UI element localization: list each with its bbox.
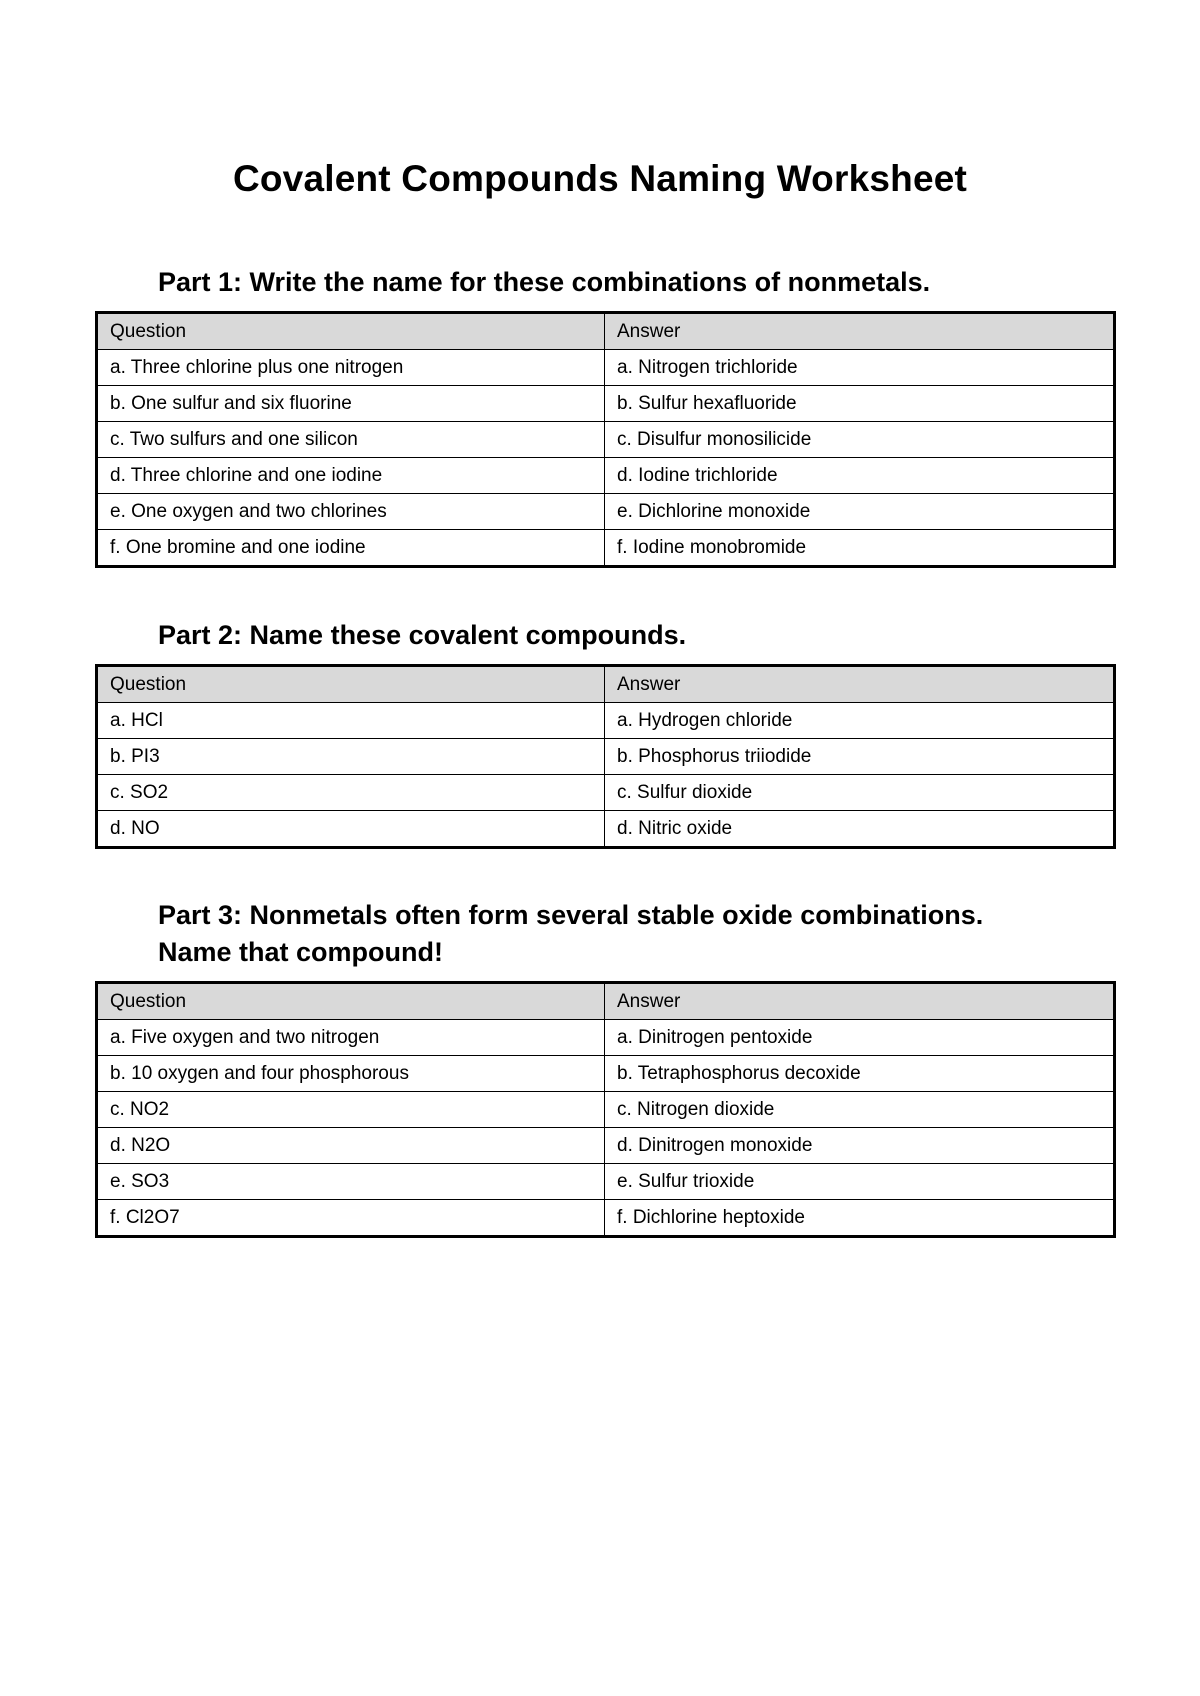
question-cell: d. NO [97, 811, 605, 848]
table-row [97, 775, 1115, 811]
question-cell: e. One oxygen and two chlorines [97, 494, 605, 530]
question-cell: d. Three chlorine and one iodine [97, 458, 605, 494]
answer-cell: e. Sulfur trioxide [605, 1164, 1115, 1200]
answer-cell: d. Nitric oxide [605, 811, 1115, 848]
table-row [97, 811, 1115, 848]
answer-column-header: Answer [605, 983, 1115, 1020]
table-header-row [97, 983, 1115, 1020]
question-cell: b. One sulfur and six fluorine [97, 386, 605, 422]
part-3-heading-line-1: Part 3: Nonmetals often form several stable oxide combinations. [158, 900, 984, 930]
answer-cell: f. Iodine monobromide [605, 530, 1115, 567]
table-row [97, 703, 1115, 739]
question-cell: a. Five oxygen and two nitrogen [97, 1020, 605, 1056]
part-1-table [95, 311, 1116, 568]
question-cell: d. N2O [97, 1128, 605, 1164]
question-column-header: Question [97, 666, 605, 703]
answer-cell: c. Disulfur monosilicide [605, 422, 1115, 458]
answer-cell: a. Dinitrogen pentoxide [605, 1020, 1115, 1056]
answer-column-header: Answer [605, 313, 1115, 350]
table-row [97, 494, 1115, 530]
question-cell: b. 10 oxygen and four phosphorous [97, 1056, 605, 1092]
question-cell: c. NO2 [97, 1092, 605, 1128]
question-cell: f. One bromine and one iodine [97, 530, 605, 567]
table-row [97, 350, 1115, 386]
answer-cell: e. Dichlorine monoxide [605, 494, 1115, 530]
part-3-heading-line-2: Name that compound! [158, 937, 444, 967]
table-row [97, 386, 1115, 422]
answer-column-header: Answer [605, 666, 1115, 703]
question-cell: c. Two sulfurs and one silicon [97, 422, 605, 458]
table-header-row [97, 666, 1115, 703]
answer-cell: b. Sulfur hexafluoride [605, 386, 1115, 422]
answer-cell: f. Dichlorine heptoxide [605, 1200, 1115, 1237]
answer-cell: b. Tetraphosphorus decoxide [605, 1056, 1115, 1092]
question-cell: b. PI3 [97, 739, 605, 775]
table-row [97, 1020, 1115, 1056]
answer-cell: d. Iodine trichloride [605, 458, 1115, 494]
table-row [97, 1056, 1115, 1092]
question-column-header: Question [97, 983, 605, 1020]
table-row [97, 1092, 1115, 1128]
answer-cell: c. Nitrogen dioxide [605, 1092, 1115, 1128]
part-3-table [95, 981, 1116, 1238]
table-row [97, 739, 1115, 775]
answer-cell: d. Dinitrogen monoxide [605, 1128, 1115, 1164]
page-title: Covalent Compounds Naming Worksheet [232, 158, 968, 199]
question-cell: f. Cl2O7 [97, 1200, 605, 1237]
answer-cell: a. Hydrogen chloride [605, 703, 1115, 739]
answer-cell: c. Sulfur dioxide [605, 775, 1115, 811]
table-row [97, 422, 1115, 458]
table-header-row [97, 313, 1115, 350]
question-cell: a. HCl [97, 703, 605, 739]
question-column-header: Question [97, 313, 605, 350]
table-row [97, 458, 1115, 494]
table-row [97, 1200, 1115, 1237]
question-cell: c. SO2 [97, 775, 605, 811]
table-row [97, 1128, 1115, 1164]
question-cell: e. SO3 [97, 1164, 605, 1200]
question-cell: a. Three chlorine plus one nitrogen [97, 350, 605, 386]
part-2-table [95, 664, 1116, 849]
part-1-heading: Part 1: Write the name for these combinations of nonmetals. [158, 267, 931, 297]
table-row [97, 530, 1115, 567]
answer-cell: a. Nitrogen trichloride [605, 350, 1115, 386]
part-2-heading: Part 2: Name these covalent compounds. [158, 620, 687, 650]
answer-cell: b. Phosphorus triiodide [605, 739, 1115, 775]
table-row [97, 1164, 1115, 1200]
